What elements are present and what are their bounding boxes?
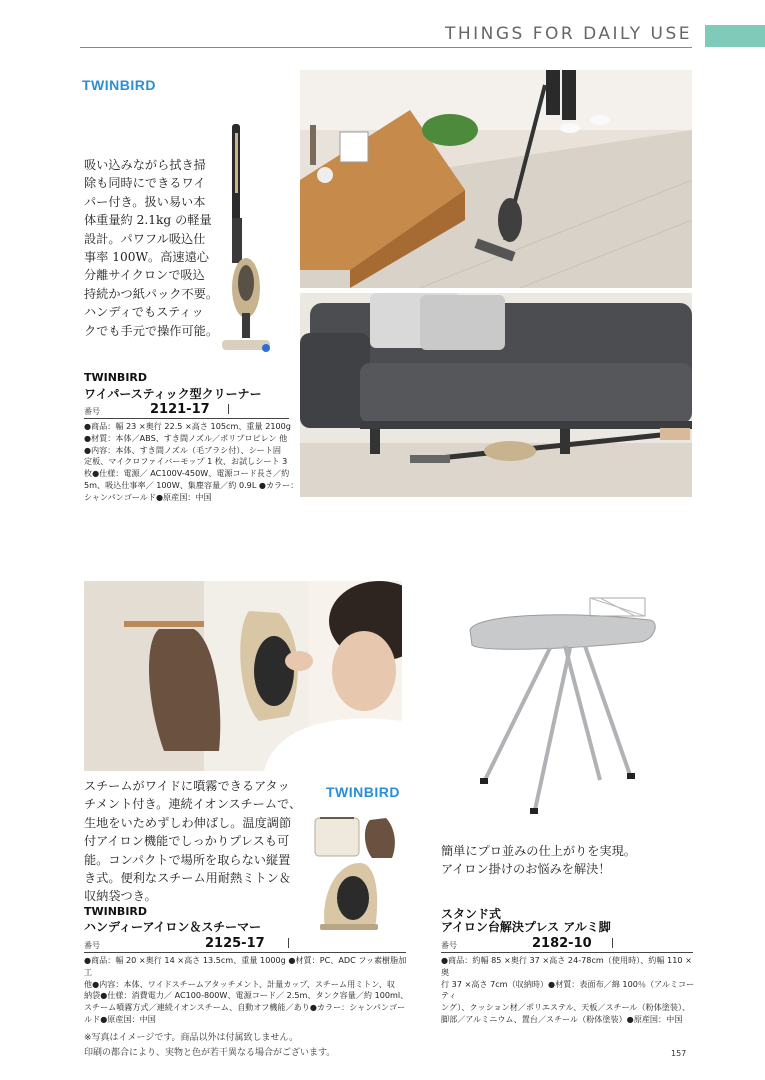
ironing-board-image: [440, 590, 670, 820]
vacuum-sofa-photo: [300, 293, 692, 497]
vacuum-product-code: 2121-17: [150, 402, 210, 417]
iron-brand: TWINBIRD: [84, 905, 148, 918]
iron-usage-photo: [84, 581, 402, 771]
iron-code-tick: [288, 938, 289, 948]
iron-code-rule: [84, 952, 406, 953]
iron-product-image: [315, 858, 385, 933]
vacuum-description: 吸い込みながら拭き掃 除も同時にできるワイ パー付き。扱い易い本 体重量約 2.1kg の軽量 設計。パワフル吸込仕 事率 100W。高速遠心 分離サイクロンで吸込 持続かつ紙パック不要。 ハンディでもスティッ クでも手元で操作可能。: [84, 158, 219, 338]
footnotes: ※写真はイメージです。商品以外は付属致しません。 印刷の都合により、実物と色が若干異なる場合がございます。: [84, 1033, 336, 1058]
section-title: THINGS FOR DAILY USE: [444, 24, 692, 44]
iron-product-code: 2125-17: [205, 936, 265, 951]
vacuum-code-rule: [84, 418, 289, 419]
board-product-name: アイロン台解決プレス アルミ脚: [441, 920, 611, 934]
board-code-label: 番号: [441, 941, 457, 950]
vacuum-brand-logo: TWINBIRD: [82, 77, 156, 93]
vacuum-specs: ●商品：幅 23 ×奥行 22.5 ×高さ 105cm、重量 2100g ●材質：本体／ABS、すき間ノズル／ポリプロピレン 他 ●内容：本体、すき間ノズル（毛ブラシ付）、シート固 定板、マイクロファイバーモップ 1 枚、お試しシート 3 枚●仕様：電源／ AC100V-450W、電源コード長さ／約 5m、吸込仕事率／ 100W、集塵容量／約 0.9L ●カラー： シャンパンゴールド●原産国：中国: [84, 421, 299, 502]
iron-specs: ●商品：幅 20 ×奥行 14 ×高さ 13.5cm、重量 1000g ●材質：PC、ADC フッ素樹脂加工 他●内容：本体、ワイドスチームアタッチメント、計量カップ、スチーム用ミトン、収 納袋●仕様：消費電力／ AC100-800W、電源コード／ 2.5m、タンク容量／約 100ml、 スチーム噴霧方式／連続イオンスチーム、自動オフ機能／あり●カラー：シャンパンゴー ルド●原産国：中国: [84, 955, 409, 1024]
iron-product-name: ハンディーアイロン＆スチーマー: [84, 920, 262, 934]
vacuum-code-tick: [228, 404, 229, 414]
vacuum-product-image: [212, 118, 282, 358]
vacuum-product-name: ワイパースティック型クリーナー: [84, 387, 262, 401]
page-number: 157: [671, 1049, 687, 1058]
section-accent-bar: [705, 25, 765, 47]
iron-code-label: 番号: [84, 941, 100, 950]
board-specs: ●商品：約幅 85 ×奥行 37 ×高さ 24-78cm（使用時）、約幅 110 ×奥 行 37 ×高さ 7cm（収納時）●材質：表面布／綿 100％（アルミコーティ ング）、クッション材／ポリエステル、天板／スチール（粉体塗装）、 脚部／アルミニウム、置台／スチール（粉体塗装）●原産国：中国: [441, 955, 695, 1024]
iron-accessories-image: [310, 808, 405, 863]
board-description: 簡単にプロ並みの仕上がりを実現。 アイロン掛けのお悩みを解決！: [441, 844, 636, 877]
iron-description: スチームがワイドに噴霧できるアタッ チメント付き。連続イオンスチームで、 生地をいためずしわ伸ばし。温度調節 付アイロン機能でしっかりプレスも可 能。コンパクトで場所を取らない縦置 き式。便利なスチーム用耐熱ミトン＆ 収納袋つき。: [84, 779, 302, 904]
header-rule: [80, 47, 692, 48]
board-product-code: 2182-10: [532, 936, 592, 951]
iron-brand-logo: TWINBIRD: [326, 784, 400, 800]
vacuum-code-label: 番号: [84, 407, 100, 416]
board-code-rule: [441, 952, 693, 953]
board-code-tick: [612, 938, 613, 948]
board-brand: スタンド式: [441, 907, 502, 921]
vacuum-brand: TWINBIRD: [84, 371, 148, 384]
vacuum-room-photo: [300, 70, 692, 288]
